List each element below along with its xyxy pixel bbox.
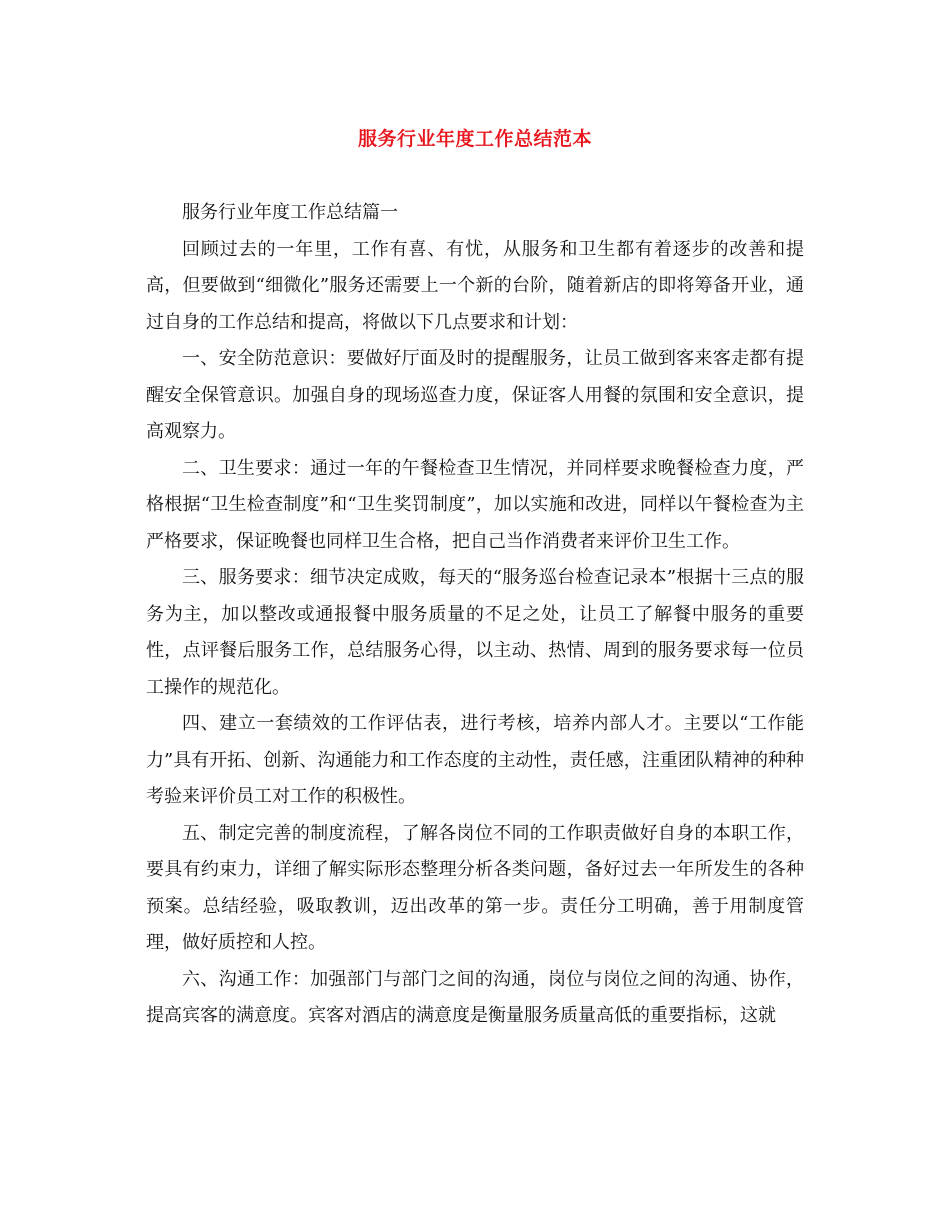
paragraph-communication: 六、沟通工作：加强部门与部门之间的沟通，岗位与岗位之间的沟通、协作，提高宾客的满意度。宾客对酒店的满意度是衡量服务质量高低的重要指标，这就: [146, 968, 804, 1026]
document-body: [146, 195, 804, 1035]
paragraph-intro: 回顾过去的一年里，工作有喜、有忧，从服务和卫生都有着逐步的改善和提高，但要做到“细微化”服务还需要上一个新的台阶，随着新店的即将筹备开业，通过自身的工作总结和提高，将做以下几点要求和计划：: [146, 238, 804, 333]
paragraph-service: 三、服务要求：细节决定成败，每天的“服务巡台检查记录本”根据十三点的服务为主，加以整改或通报餐中服务质量的不足之处，让员工了解餐中服务的重要性，点评餐后服务工作，总结服务心得，以主动、热情、周到的服务要求每一位员工操作的规范化。: [146, 567, 804, 698]
paragraph-hygiene: 二、卫生要求：通过一年的午餐检查卫生情况，并同样要求晚餐检查力度，严格根据“卫生检查制度”和“卫生奖罚制度”，加以实施和改进，同样以午餐检查为主严格要求，保证晚餐也同样卫生合格，把自己当作消费者来评价卫生工作。: [146, 457, 804, 552]
section-heading: 服务行业年度工作总结篇一: [182, 202, 398, 223]
document-title: 服务行业年度工作总结范本: [357, 128, 592, 150]
paragraph-procedures: 五、制定完善的制度流程，了解各岗位不同的工作职责做好自身的本职工作，要具有约束力，详细了解实际形态整理分析各类问题，备好过去一年所发生的各种预案。总结经验，吸取教训，迈出改革的第一步。责任分工明确，善于用制度管理，做好质控和人控。: [146, 822, 804, 953]
paragraph-performance: 四、建立一套绩效的工作评估表，进行考核，培养内部人才。主要以“工作能力”具有开拓、创新、沟通能力和工作态度的主动性，责任感，注重团队精神的种种考验来评价员工对工作的积极性。: [146, 713, 804, 807]
paragraph-safety: 一、安全防范意识：要做好厅面及时的提醒服务，让员工做到客来客走都有提醒安全保管意识。加强自身的现场巡查力度，保证客人用餐的氛围和安全意识，提高观察力。: [146, 348, 804, 442]
